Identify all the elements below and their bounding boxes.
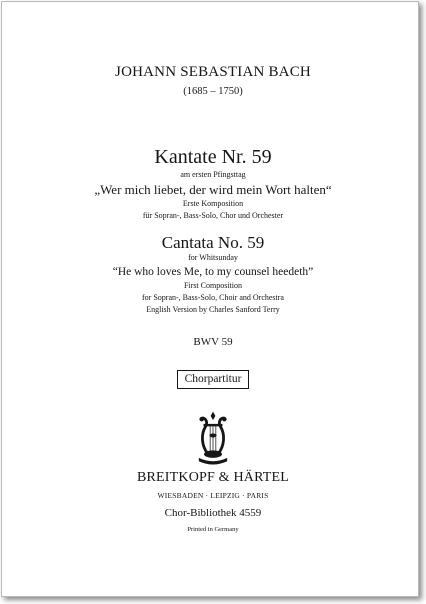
german-subtitle: „Wer mich liebet, der wird mein Wort halten“ [94,182,332,197]
composer-name: JOHANN SEBASTIAN BACH [115,64,311,80]
edition-type-label: Chorpartitur [177,370,250,389]
composer-dates: (1685 – 1750) [183,86,243,97]
german-occasion: am ersten Pfingsttag [180,170,246,179]
series-number: Chor-Bibliothek 4559 [164,507,262,519]
german-composition-note: Erste Komposition [182,199,244,208]
score-cover-page [1,1,419,597]
german-title: Kantate Nr. 59 [154,146,272,168]
translator-credit: English Version by Charles Sanford Terry [146,305,280,314]
publisher-logo [8,410,418,468]
german-scoring: für Sopran-, Bass-Solo, Chor und Orchester [142,211,284,220]
publisher-name: BREITKOPF & HÄRTEL [136,470,290,485]
english-subtitle: “He who loves Me, to my counsel heedeth” [112,266,314,278]
publisher-emblem-icon [196,410,230,468]
publisher-cities: WIESBADEN · LEIPZIG · PARIS [157,491,269,500]
printed-in-note: Printed in Germany [187,526,239,533]
edition-type-box [8,369,418,389]
english-scoring: for Sopran-, Bass-Solo, Choir and Orchestra [142,293,284,302]
english-composition-note: First Composition [183,281,242,290]
english-occasion: for Whitsunday [188,253,238,262]
english-title: Cantata No. 59 [161,233,265,252]
catalogue-number: BWV 59 [193,336,233,348]
